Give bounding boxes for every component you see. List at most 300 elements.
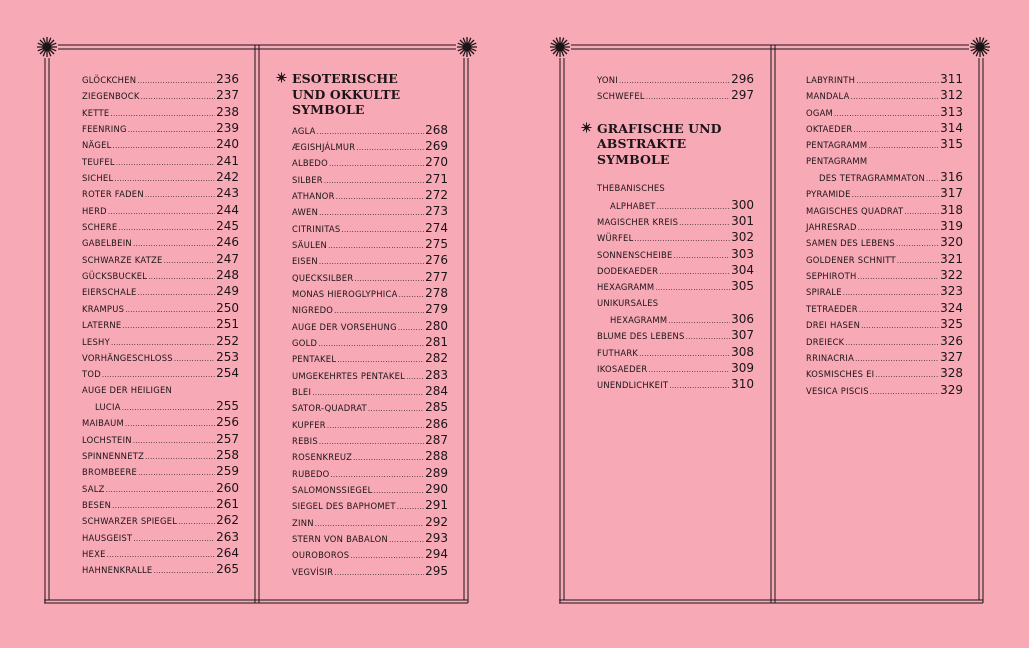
entry-label: SCHWARZER SPIEGEL: [82, 516, 178, 527]
index-list: [292, 122, 448, 580]
dot-leader: [635, 231, 731, 247]
dot-leader: [353, 450, 424, 466]
entry-label: QUECKSILBER: [292, 272, 354, 283]
index-entry: [82, 447, 239, 463]
index-entry: [82, 202, 239, 218]
index-entry: [806, 267, 963, 283]
index-entry: [806, 234, 963, 250]
dot-leader: [145, 187, 215, 203]
index-entry: [82, 545, 239, 561]
entry-label: TETRAEDER: [806, 303, 858, 314]
index-entry: [82, 496, 239, 512]
dot-leader: [113, 138, 216, 154]
entry-label: OKTAEDER: [806, 124, 853, 135]
entry-label: GLÖCKCHEN: [82, 75, 137, 85]
left-page: [0, 0, 514, 648]
entry-label: DREIECK: [806, 336, 845, 347]
entry-label: TOD: [82, 369, 101, 380]
entry-label: GÜCKSBUCKEL: [82, 271, 148, 282]
index-entry: [82, 169, 239, 185]
index-entry: [806, 104, 963, 120]
index-entry: [292, 497, 448, 513]
entry-page-number: 253: [216, 349, 239, 364]
index-entry: [82, 234, 239, 250]
entry-page-number: 260: [216, 480, 239, 495]
index-entry: [292, 350, 448, 366]
dot-leader: [318, 336, 424, 352]
entry-page-number: 302: [731, 230, 754, 245]
dot-leader: [164, 253, 216, 269]
index-entry: [292, 334, 448, 350]
index-entry: [597, 229, 754, 245]
dot-leader: [111, 335, 215, 351]
index-entry: [82, 251, 239, 267]
entry-page-number: 314: [940, 121, 963, 136]
entry-page-number: 326: [940, 333, 963, 348]
entry-label: LATERNE: [82, 320, 122, 331]
entry-label: MANDALA: [806, 91, 850, 102]
entry-label: HEXAGRAMM: [610, 314, 668, 325]
dot-leader: [107, 547, 215, 563]
dot-leader: [657, 199, 730, 215]
entry-page-number: 308: [731, 344, 754, 359]
heading-line: GRAFISCHE UND: [597, 120, 722, 136]
dot-leader: [128, 122, 215, 138]
entry-page-number: 265: [216, 562, 239, 577]
entry-page-number: 306: [731, 311, 754, 326]
entry-label: RUBEDO: [292, 468, 330, 479]
index-column: [597, 71, 754, 393]
dot-leader: [118, 220, 215, 236]
dot-leader: [138, 285, 216, 301]
entry-label: LESHY: [82, 336, 110, 347]
dot-leader: [668, 313, 730, 329]
starburst-icon: [549, 36, 571, 58]
entry-page-number: 258: [216, 447, 239, 462]
entry-label: SICHEL: [82, 173, 114, 184]
dot-leader: [137, 73, 215, 89]
entry-page-number: 268: [425, 122, 448, 137]
entry-page-number: 289: [425, 465, 448, 480]
index-entry: [806, 316, 963, 332]
dot-leader: [674, 248, 731, 264]
entry-page-number: 273: [425, 204, 448, 219]
dot-leader: [861, 318, 939, 334]
entry-page-number: 324: [940, 300, 963, 315]
entry-page-number: 248: [216, 268, 239, 283]
entry-label: IKOSAEDER: [597, 363, 648, 374]
dot-leader: [336, 189, 424, 205]
entry-page-number: 256: [216, 415, 239, 430]
index-entry: [292, 416, 448, 432]
index-entry: [292, 318, 448, 334]
dot-leader: [116, 155, 215, 171]
dot-leader: [856, 73, 939, 89]
index-entry: [292, 187, 448, 203]
entry-page-number: 287: [425, 433, 448, 448]
entry-label: HEXAGRAMM: [597, 282, 655, 293]
index-entry: [82, 218, 239, 234]
entry-page-number: 288: [425, 449, 448, 464]
entry-page-number: 327: [940, 349, 963, 364]
entry-page-number: 311: [940, 72, 963, 86]
entry-page-number: 270: [425, 155, 448, 170]
entry-page-number: 237: [216, 88, 239, 103]
entry-label: ALBEDO: [292, 158, 328, 169]
entry-label: YONI: [597, 75, 618, 85]
entry-label: GOLD: [292, 337, 318, 348]
entry-label: DODEKAEDER: [597, 265, 659, 276]
index-entry: [806, 169, 963, 185]
entry-page-number: 246: [216, 235, 239, 250]
index-entry: [806, 349, 963, 365]
dot-leader: [853, 122, 939, 138]
entry-label: VESICA PISCIS: [806, 385, 869, 396]
entry-page-number: 241: [216, 153, 239, 168]
dot-leader: [133, 531, 215, 547]
dot-leader: [646, 89, 730, 105]
entry-label: SEPHIROTH: [806, 271, 857, 282]
dot-leader: [852, 187, 939, 203]
entry-label: EISEN: [292, 256, 318, 267]
entry-label: SALOMONSSIEGEL: [292, 485, 373, 496]
entry-page-number: 245: [216, 219, 239, 234]
dot-leader: [406, 369, 424, 385]
dot-leader: [875, 367, 939, 383]
dot-leader: [354, 271, 424, 287]
dot-leader: [398, 320, 424, 336]
entry-label: BLEI: [292, 387, 312, 397]
entry-page-number: 296: [731, 72, 754, 86]
index-entry: [292, 530, 448, 546]
index-entry: [82, 267, 239, 283]
index-entry: [806, 185, 963, 201]
entry-label: ZINN: [292, 517, 314, 528]
entry-page-number: 249: [216, 284, 239, 299]
index-entry: [806, 71, 963, 87]
starburst-icon: [36, 36, 58, 58]
index-entry: [82, 431, 239, 447]
entry-page-number: 328: [940, 366, 963, 381]
index-entry: [82, 333, 239, 349]
index-entry: [292, 383, 448, 399]
dot-leader: [399, 287, 425, 303]
entry-label: SCHWARZE KATZE: [82, 254, 163, 265]
entry-label: PENTAKEL: [292, 354, 337, 365]
entry-label: ÆGISHJÁLMUR: [292, 141, 356, 152]
entry-label: PYRAMIDE: [806, 189, 851, 200]
heading-line: SYMBOLE: [597, 151, 670, 167]
index-entry: [292, 367, 448, 383]
index-entry: [597, 246, 754, 262]
entry-page-number: 244: [216, 202, 239, 217]
dot-leader: [926, 171, 939, 187]
entry-label: GOLDENER SCHNITT: [806, 254, 896, 265]
dot-leader: [858, 269, 940, 285]
section-heading: [292, 71, 448, 118]
entry-label: SPINNENNETZ: [82, 450, 145, 461]
entry-page-number: 281: [425, 334, 448, 349]
entry-page-number: 282: [425, 351, 448, 366]
entry-page-number: 257: [216, 431, 239, 446]
entry-label: MONAS HIEROGLYPHICA: [292, 288, 398, 299]
index-column: [82, 71, 239, 578]
entry-page-number: 277: [425, 269, 448, 284]
dot-leader: [897, 253, 939, 269]
entry-page-number: 264: [216, 545, 239, 560]
dot-leader: [859, 302, 939, 318]
index-entry: [292, 514, 448, 530]
entry-page-number: 294: [425, 547, 448, 562]
entry-label: MAGISCHER KREIS: [597, 216, 679, 227]
entry-label: UNIKURSALES: [597, 297, 659, 308]
dot-leader: [679, 215, 730, 231]
entry-label: AUGE DER HEILIGEN: [82, 384, 173, 395]
dot-leader: [125, 302, 215, 318]
entry-page-number: 303: [731, 246, 754, 261]
entry-label: STERN VON BABALON: [292, 534, 388, 545]
index-entry: [82, 316, 239, 332]
entry-page-number: 325: [940, 317, 963, 332]
index-entry: [597, 71, 754, 87]
index-entry: [806, 120, 963, 136]
entry-label: RRINACRIA: [806, 352, 855, 363]
entry-page-number: 284: [425, 384, 448, 398]
index-entry: [82, 529, 239, 545]
dot-leader: [834, 106, 939, 122]
entry-page-number: 240: [216, 137, 239, 152]
entry-label: DES TETRAGRAMMATON: [819, 173, 926, 184]
dot-leader: [619, 73, 730, 89]
starburst-icon: [969, 36, 991, 58]
index-entry: [597, 295, 754, 311]
entry-page-number: 259: [216, 464, 239, 479]
entry-label: SILBER: [292, 174, 323, 185]
right-page: [515, 0, 1029, 648]
entry-label: SIEGEL DES BAPHOMET: [292, 501, 396, 512]
index-entry: [82, 512, 239, 528]
dot-leader: [368, 401, 424, 417]
entry-page-number: 252: [216, 333, 239, 348]
dot-leader: [334, 565, 424, 581]
index-entry: [292, 269, 448, 285]
index-entry: [82, 300, 239, 316]
index-entry: [292, 546, 448, 562]
entry-page-number: 297: [731, 88, 754, 103]
index-entry: [292, 154, 448, 170]
entry-label: AGLA: [292, 125, 316, 136]
heading-line: ABSTRAKTE: [597, 136, 687, 152]
index-entry: [82, 480, 239, 496]
index-entry: [82, 87, 239, 103]
dot-leader: [328, 238, 424, 254]
entry-page-number: 276: [425, 253, 448, 268]
entry-label: KRAMPUS: [82, 303, 125, 314]
dot-leader: [133, 236, 215, 252]
entry-label: GABELBEIN: [82, 238, 132, 249]
dot-leader: [125, 416, 215, 432]
entry-label: KOSMISCHES EI: [806, 369, 875, 380]
dot-leader: [858, 220, 939, 236]
entry-label: THEBANISCHES: [597, 183, 665, 194]
index-list: [597, 71, 754, 104]
index-entry: [806, 87, 963, 103]
index-entry: [82, 398, 239, 414]
entry-page-number: 254: [216, 366, 239, 381]
entry-label: KUPFER: [292, 419, 326, 430]
dot-leader: [110, 106, 215, 122]
entry-page-number: 301: [731, 213, 754, 228]
index-column: [292, 71, 448, 579]
index-entry: [597, 87, 754, 103]
index-entry: [292, 481, 448, 497]
entry-label: HEXE: [82, 548, 106, 559]
heading-line: SYMBOLE: [292, 102, 365, 117]
entry-page-number: 247: [216, 251, 239, 266]
entry-page-number: 271: [425, 171, 448, 186]
dot-leader: [112, 498, 215, 514]
heading-line: UND OKKULTE: [292, 86, 401, 102]
entry-page-number: 262: [216, 513, 239, 528]
dot-leader: [106, 482, 215, 498]
dot-leader: [153, 563, 215, 579]
entry-page-number: 309: [731, 360, 754, 375]
dot-leader: [389, 532, 424, 548]
index-entry: [597, 376, 754, 392]
entry-page-number: 293: [425, 531, 448, 546]
index-entry: [82, 153, 239, 169]
dot-leader: [331, 467, 425, 483]
dot-leader: [669, 378, 730, 394]
index-entry: [806, 136, 963, 152]
entry-page-number: 243: [216, 186, 239, 201]
index-entry: [292, 220, 448, 236]
index-entry: [82, 136, 239, 152]
entry-page-number: 291: [425, 498, 448, 513]
index-entry: [292, 432, 448, 448]
dot-leader: [374, 483, 425, 499]
index-entry: [292, 301, 448, 317]
dot-leader: [133, 433, 215, 449]
dot-leader: [845, 335, 939, 351]
entry-page-number: 323: [940, 284, 963, 299]
index-entry: [806, 202, 963, 218]
entry-label: ROSENKREUZ: [292, 452, 353, 463]
dot-leader: [122, 400, 215, 416]
entry-page-number: 250: [216, 300, 239, 315]
entry-page-number: 321: [940, 251, 963, 266]
entry-page-number: 295: [425, 563, 448, 578]
dot-leader: [904, 204, 939, 220]
entry-label: SAMEN DES LEBENS: [806, 238, 895, 249]
entry-page-number: 304: [731, 262, 754, 277]
index-entry: [82, 185, 239, 201]
entry-label: NIGREDO: [292, 305, 334, 316]
index-entry: [82, 283, 239, 299]
dot-leader: [317, 124, 424, 140]
entry-label: TEUFEL: [82, 156, 115, 167]
entry-label: SALZ: [82, 483, 105, 494]
index-entry: [292, 285, 448, 301]
entry-page-number: 242: [216, 170, 239, 185]
index-entry: [292, 236, 448, 252]
index-entry: [806, 251, 963, 267]
index-entry: [597, 197, 754, 213]
entry-page-number: 285: [425, 400, 448, 415]
entry-page-number: 272: [425, 187, 448, 202]
entry-label: SPIRALE: [806, 287, 842, 298]
index-entry: [597, 278, 754, 294]
entry-page-number: 239: [216, 121, 239, 136]
entry-label: SONNENSCHEIBE: [597, 249, 673, 260]
index-entry: [597, 311, 754, 327]
index-list: [597, 180, 754, 392]
index-entry: [292, 122, 448, 138]
entry-label: BLUME DES LEBENS: [597, 331, 685, 342]
index-entry: [82, 414, 239, 430]
entry-label: VEGVÍSIR: [292, 566, 334, 577]
index-entry: [292, 252, 448, 268]
dot-leader: [319, 205, 424, 221]
dot-leader: [141, 89, 216, 105]
index-entry: [292, 465, 448, 481]
entry-page-number: 251: [216, 317, 239, 332]
section-heading: [597, 121, 754, 168]
entry-label: VORHÄNGESCHLOSS: [82, 352, 173, 363]
dot-leader: [178, 514, 215, 530]
entry-label: REBIS: [292, 436, 318, 447]
dot-leader: [174, 351, 215, 367]
entry-page-number: 275: [425, 236, 448, 251]
starburst-icon: [456, 36, 478, 58]
dot-leader: [851, 89, 940, 105]
entry-page-number: 255: [216, 398, 239, 413]
dot-leader: [334, 303, 424, 319]
entry-page-number: 322: [940, 268, 963, 283]
dot-leader: [843, 285, 939, 301]
index-entry: [292, 203, 448, 219]
dot-leader: [350, 548, 424, 564]
entry-page-number: 305: [731, 279, 754, 294]
index-entry: [82, 365, 239, 381]
entry-page-number: 317: [940, 186, 963, 201]
index-entry: [806, 382, 963, 398]
index-entry: [82, 71, 239, 87]
entry-label: SCHERE: [82, 222, 118, 233]
entry-label: AWEN: [292, 207, 319, 218]
index-entry: [806, 333, 963, 349]
index-entry: [597, 344, 754, 360]
dot-leader: [648, 362, 730, 378]
entry-label: UNENDLICHKEIT: [597, 380, 669, 391]
entry-page-number: 278: [425, 285, 448, 300]
entry-label: SCHWEFEL: [597, 91, 645, 102]
entry-label: MAIBAUM: [82, 418, 125, 429]
dot-leader: [896, 236, 939, 252]
entry-label: ROTER FADEN: [82, 189, 144, 200]
dot-leader: [659, 264, 730, 280]
entry-page-number: 310: [731, 377, 754, 392]
entry-page-number: 300: [731, 197, 754, 212]
index-entry: [82, 463, 239, 479]
index-entry: [597, 360, 754, 376]
entry-page-number: 329: [940, 382, 963, 397]
entry-label: OUROBOROS: [292, 550, 350, 561]
entry-label: HERD: [82, 205, 107, 216]
index-entry: [597, 327, 754, 343]
dot-leader: [148, 269, 215, 285]
index-entry: [292, 138, 448, 154]
